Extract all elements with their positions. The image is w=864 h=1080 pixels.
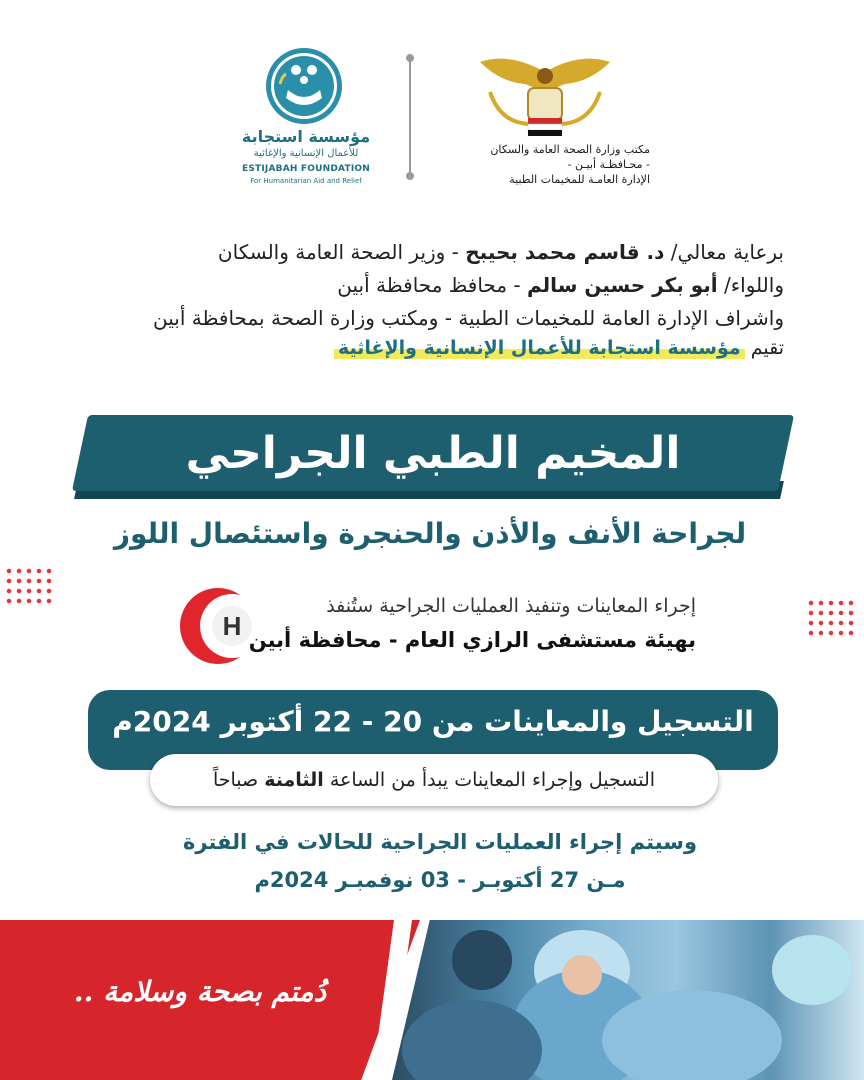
hospital-line-1: إجراء المعاينات وتنفيذ العمليات الجراحية ستُنفذ [326, 595, 696, 617]
time-bold: الثامنة [264, 769, 324, 791]
ministry-text [440, 142, 650, 187]
ministry-line3: الإدارة العامـة للمخيمات الطبية [509, 173, 650, 186]
ministry-line1: مكتب وزارة الصحة العامة والسكان [490, 143, 650, 156]
header-divider [409, 58, 411, 176]
sponsorship-1-prefix: برعاية معالي/ [664, 240, 784, 264]
operations-line-2: مـن 27 أكتوبـر - 03 نوفمبـر 2024م [254, 868, 626, 892]
time-suffix: صباحاً [212, 769, 265, 791]
sponsorship-line-3: واشراف الإدارة العامة للمخيمات الطبية - ومكتب وزارة الصحة بمحافظة أبين [153, 306, 784, 330]
dots-decoration-right [806, 598, 856, 638]
sponsorship-1-suffix: - وزير الصحة العامة والسكان [217, 240, 466, 264]
foundation-name-en: ESTIJABAH FOUNDATION [242, 164, 370, 174]
surgery-photo [392, 920, 864, 1080]
ministry-line2: - محـافظـة أبيـن - [567, 158, 650, 171]
registration-dates: التسجيل والمعاينات من 20 - 22 أكتوبر 2024م [112, 705, 754, 738]
foundation-subtitle-ar: للأعمال الإنسانية والإغاثية [253, 148, 359, 159]
dots-decoration-left [4, 566, 54, 606]
registration-time [150, 754, 718, 806]
time-prefix: التسجيل وإجراء المعاينات يبدأ من الساعة [323, 769, 656, 791]
present-org: مؤسسة استجابة للأعمال الإنسانية والإغاثية [334, 337, 745, 359]
sponsorship-line-1 [64, 240, 784, 264]
minister-name: د. قاسم محمد بحيبح [465, 240, 665, 264]
foundation-subtitle-en: For Humanitarian Aid and Relief [250, 177, 362, 185]
hospital-logo-letter: H [222, 611, 242, 641]
sponsorship-2-prefix: واللواء/ [717, 273, 784, 297]
governor-name: أبو بكر حسين سالم [526, 273, 718, 297]
operations-line-1: وسيتم إجراء العمليات الجراحية للحالات في الفترة [182, 830, 698, 854]
camp-subtitle: لجراحة الأنف والأذن والحنجرة واستئصال اللوز [113, 517, 747, 550]
camp-title: المخيم الطبي الجراحي [185, 428, 681, 479]
foundation-logo-icon [238, 46, 370, 130]
sponsorship-line-2 [64, 273, 784, 297]
foundation-name-ar: مؤسسة استجابة [241, 127, 371, 146]
hospital-line-2: بهيئة مستشفى الرازي العام - محافظة أبين [248, 628, 696, 652]
present-prefix: تقيم [744, 337, 784, 359]
sponsorship-2-suffix: - محافظ محافظة أبين [337, 273, 527, 297]
footer-slogan: دُمتم بصحة وسلامة .. [73, 975, 327, 1008]
presenting-org-line [64, 337, 784, 359]
ministry-emblem-icon [470, 52, 620, 142]
